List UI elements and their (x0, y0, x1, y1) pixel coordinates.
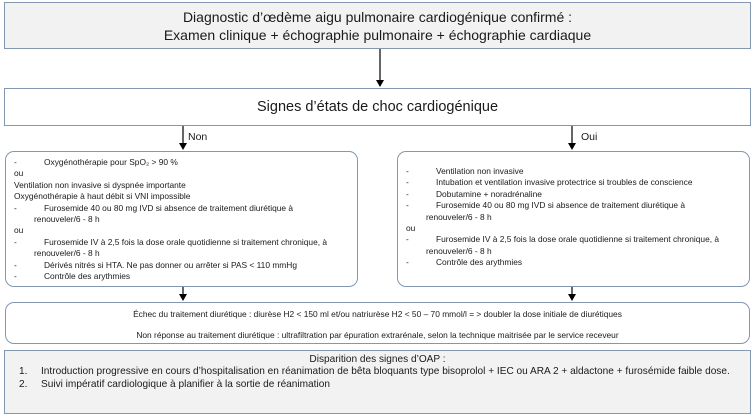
list-item: 1. Introduction progressive en cours d’hospitalisation en réanimation de bêta bloquants type bisoprolol + IEC ou ARA 2 + aldactone + furosémide faible dose. (19, 366, 730, 378)
list-item: ou (14, 225, 24, 236)
list-item: renouveler/6 - 8 h (34, 248, 100, 259)
no-shock-treatment-box (5, 151, 358, 287)
diagnosis-line-1: Diagnostic d’œdème aigu pulmonaire cardiogénique confirmé : (182, 9, 573, 25)
list-item: - Furosemide 40 ou 80 mg IVD si absence de traitement diurétique à (406, 200, 686, 211)
list-item: renouveler/6 - 8 h (426, 245, 492, 256)
list-item: renouveler/6 - 8 h (34, 214, 100, 225)
list-item: - Intubation et ventilation invasive protectrice si troubles de conscience (406, 177, 693, 188)
oap-resolution-box (4, 350, 751, 414)
diagnosis-box (4, 2, 751, 49)
oap-title: Disparition des signes d’OAP : (309, 354, 446, 365)
list-item: renouveler/6 - 8 h (426, 211, 492, 222)
list-item: ou (14, 168, 24, 179)
list-item: - Furosemide IV à 2,5 fois la dose orale quotidienne si traitement chronique, à (14, 236, 328, 247)
list-item: Oxygénothérapie à haut débit si VNI impossible (14, 191, 191, 202)
list-item: - Dobutamine + noradrénaline (406, 188, 542, 199)
list-item: - Dérivés nitrés si HTA. Ne pas donner ou arrêter si PAS < 110 mmHg (14, 259, 297, 270)
list-item: - Contrôle des arythmies (14, 271, 131, 282)
diuretic-failure-box (5, 302, 750, 344)
list-item: - Furosemide 40 ou 80 mg IVD si absence de traitement diurétique à (14, 202, 294, 213)
list-item: - Furosemide IV à 2,5 fois la dose orale quotidienne si traitement chronique, à (406, 234, 720, 245)
shock-signs-title: Signes d’états de choc cardiogénique (256, 99, 499, 115)
branch-label-oui: Oui (581, 131, 598, 143)
diuretic-failure-text: Échec du traitement diurétique : diurèse H2 < 150 ml et/ou natriurèse H2 < 50 – 70 mmol/l = > doubler la dose initiale de diurétiques (133, 309, 622, 319)
list-item: Ventilation non invasive si dyspnée importante (14, 179, 186, 190)
list-item: ou (406, 223, 416, 234)
list-item: - Ventilation non invasive (406, 166, 524, 176)
branch-label-non: Non (188, 131, 208, 143)
diuretic-nonresponse-text: Non réponse au traitement diurétique : ultrafiltration par épuration extrarénale, selon la technique maitrisée par le service receveur (136, 330, 619, 340)
shock-treatment-box (397, 151, 750, 287)
list-item: 2. Suivi impératif cardiologique à planifier à la sortie de réanimation (19, 378, 330, 390)
shock-signs-box (4, 88, 751, 126)
list-item: - Oxygénothérapie pour SpO₂ > 90 % (14, 157, 178, 167)
diagnosis-line-2: Examen clinique + échographie pulmonaire + échographie cardiaque (163, 27, 592, 43)
list-item: - Contrôle des arythmies (406, 257, 523, 268)
